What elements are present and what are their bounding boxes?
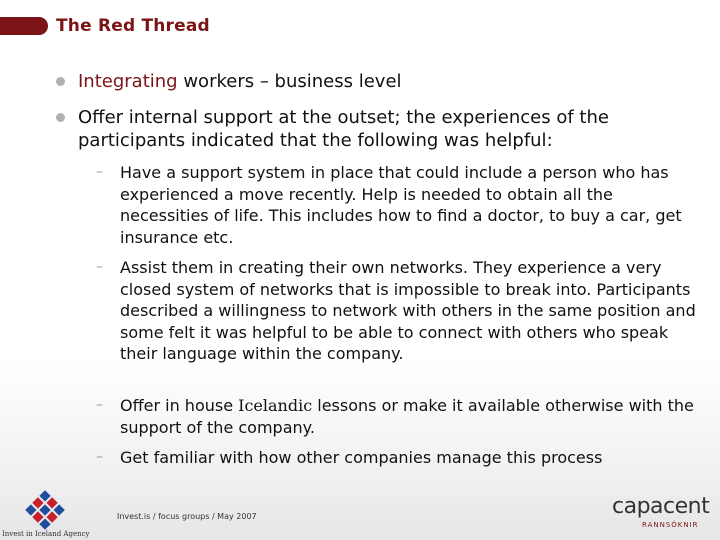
dash-icon: – — [96, 164, 103, 180]
footer-text: Invest.is / focus groups / May 2007 — [117, 512, 257, 521]
invest-in-iceland-logo-icon — [10, 490, 80, 530]
sub-item-serif-word: Icelandic — [238, 396, 313, 415]
capacent-logo-icon: capacent — [612, 494, 710, 519]
bullet-dot-icon — [56, 113, 65, 122]
sub-item-text: Assist them in creating their own networks. They experience a very closed system of networks that is impossible to break into. Participants described a willingness to network with others in the same position and some felt it was helpful to be able to connect with others who speak their language within the company. — [120, 258, 696, 363]
highlight-word: Integrating — [78, 71, 178, 92]
dash-icon: – — [96, 397, 103, 413]
dash-icon: – — [96, 259, 103, 275]
bullet-item-1 — [56, 70, 686, 93]
sub-item-4 — [96, 447, 700, 469]
bullet-text: Offer internal support at the outset; the experiences of the participants indicated that the following was helpful: — [78, 107, 609, 151]
sub-item-text: Offer in house — [120, 396, 239, 415]
bullet-text: workers – business level — [177, 71, 402, 92]
slide-title: The Red Thread — [56, 16, 210, 36]
sub-item-1 — [96, 162, 700, 248]
dash-icon: – — [96, 449, 103, 465]
capacent-logo-subtitle: RANNSÓKNIR — [642, 521, 699, 529]
bullet-dot-icon — [56, 77, 65, 86]
bullet-item-2 — [56, 106, 686, 152]
sub-item-text: Get familiar with how other companies manage this process — [120, 448, 603, 467]
header-accent-bar — [0, 17, 48, 35]
sub-item-2 — [96, 257, 700, 365]
sub-item-text: Have a support system in place that could include a person who has experienced a move recently. Help is needed to obtain all the necessities of life. This includes how to find a doctor, to buy a car, get insurance etc. — [120, 163, 682, 247]
sub-item-3 — [96, 395, 700, 438]
left-logo-label: Invest in Iceland Agency — [2, 530, 90, 538]
sub-item-text: lessons or make it available otherwise with the support of the company. — [120, 396, 694, 437]
